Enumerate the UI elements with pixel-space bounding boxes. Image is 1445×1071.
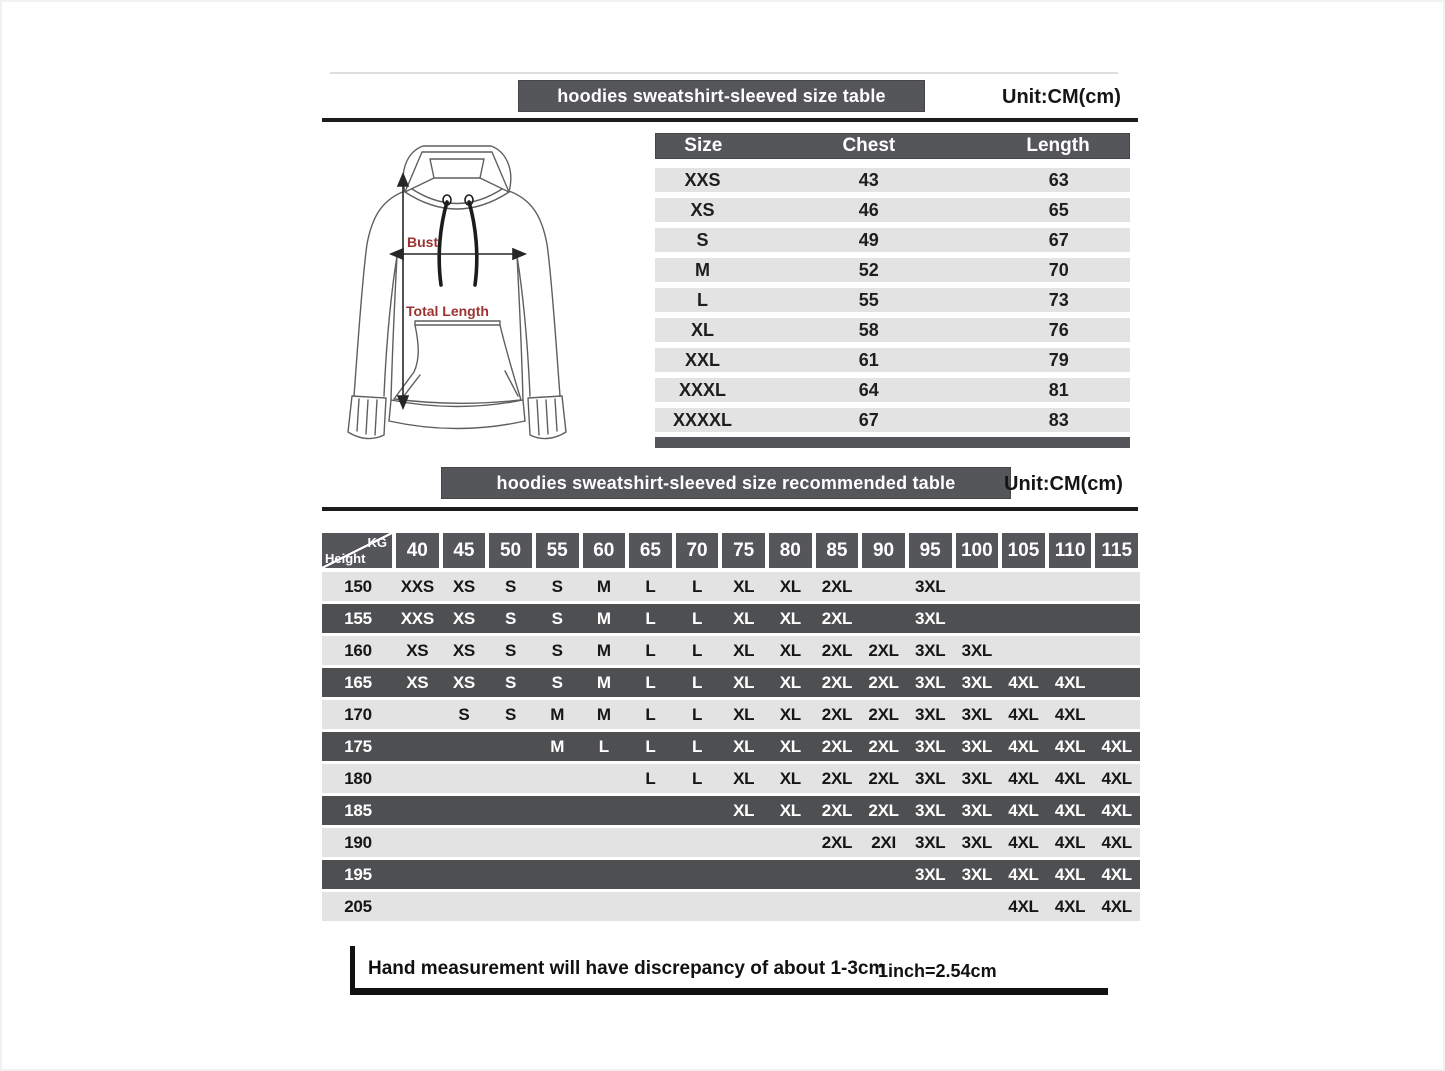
height-row bbox=[322, 732, 1140, 761]
recommended-size-cell bbox=[1093, 668, 1140, 697]
weight-header-cell: 45 bbox=[443, 533, 486, 568]
recommended-size-cell bbox=[1000, 604, 1047, 633]
recommended-size-cell bbox=[767, 892, 814, 921]
recommended-size-cell: XL bbox=[779, 768, 801, 788]
recommended-size-cell: 2XL bbox=[821, 800, 853, 820]
divider-1 bbox=[322, 118, 1138, 122]
recommended-size-cell: 2XL bbox=[868, 768, 899, 788]
recommended-size-cell: XL bbox=[733, 800, 755, 820]
recommended-size-cell: 4XL bbox=[1101, 832, 1132, 852]
recommended-size-cell: M bbox=[596, 672, 611, 692]
height-row bbox=[322, 668, 1140, 697]
recommended-size-cell: 4XL bbox=[1054, 704, 1086, 724]
recommended-size-cell bbox=[814, 892, 861, 921]
size-table-row bbox=[655, 258, 1130, 282]
recommended-size-cell: XS bbox=[406, 672, 429, 692]
measurement-discrepancy-note: Hand measurement will have discrepancy of about 1-3cm bbox=[368, 958, 886, 979]
footer-underline bbox=[350, 988, 1108, 995]
recommended-size-cell: 4XL bbox=[1008, 800, 1039, 820]
recommended-size-cell: S bbox=[458, 704, 470, 724]
recommended-size-cell bbox=[1000, 636, 1047, 665]
recommended-size-cell: L bbox=[645, 608, 656, 628]
height-label: 180 bbox=[344, 768, 372, 788]
recommended-size-cell: 4XL bbox=[1101, 768, 1132, 788]
recommended-size-cell: 4XL bbox=[1101, 864, 1132, 884]
recommended-size-cell: 3XL bbox=[961, 832, 992, 852]
weight-header-cell: 50 bbox=[489, 533, 532, 568]
recommended-size-cell: 3XL bbox=[915, 672, 946, 692]
recommended-size-cell: XS bbox=[452, 608, 475, 628]
size-table-cell-length: 70 bbox=[1048, 259, 1069, 280]
size-table-row bbox=[655, 408, 1130, 432]
weight-header-cell: 100 bbox=[956, 533, 999, 568]
recommended-size-cell: L bbox=[692, 704, 703, 724]
recommended-size-cell: L bbox=[645, 640, 656, 660]
weight-header-cell: 85 bbox=[816, 533, 859, 568]
recommended-size-cell: 3XL bbox=[961, 768, 992, 788]
recommended-size-cell bbox=[487, 892, 534, 921]
size-table-cell-size: XL bbox=[690, 319, 714, 340]
recommended-size-cell: S bbox=[505, 576, 517, 596]
recommended-size-cell: S bbox=[551, 640, 563, 660]
recommended-size-cell: XL bbox=[733, 640, 755, 660]
corner-height-label: Height bbox=[325, 551, 366, 566]
recommended-size-cell: 4XL bbox=[1054, 832, 1086, 852]
size-table-body bbox=[655, 168, 1130, 432]
recommended-size-cell: 2XL bbox=[821, 832, 853, 852]
recommended-size-cell bbox=[907, 892, 954, 921]
recommended-size-cell bbox=[954, 572, 1001, 601]
recommended-size-cell: M bbox=[596, 640, 611, 660]
recommended-size-cell: XL bbox=[733, 768, 755, 788]
recommended-size-cell bbox=[1093, 636, 1140, 665]
column-header-size: Size bbox=[684, 135, 723, 156]
recommended-size-cell: 3XL bbox=[961, 864, 992, 884]
pocket-top bbox=[415, 321, 500, 325]
height-label: 155 bbox=[344, 608, 372, 628]
recommended-size-cell: S bbox=[505, 704, 517, 724]
size-table-row bbox=[655, 168, 1130, 192]
size-table-row bbox=[655, 288, 1130, 312]
recommended-size-cell bbox=[1093, 604, 1140, 633]
recommended-size-cell bbox=[674, 828, 721, 857]
height-row bbox=[322, 764, 1140, 793]
recommended-size-cell bbox=[534, 796, 581, 825]
recommended-size-cell: 4XL bbox=[1101, 736, 1132, 756]
inch-conversion-note: 1inch=2.54cm bbox=[878, 961, 997, 981]
recommended-size-cell: 2XL bbox=[868, 736, 899, 756]
size-table-cell-size: M bbox=[695, 259, 710, 280]
recommended-size-cell: 3XL bbox=[915, 832, 946, 852]
weight-header-cell: 40 bbox=[396, 533, 439, 568]
size-table-cell-length: 65 bbox=[1048, 199, 1069, 220]
weight-header-cell: 110 bbox=[1049, 533, 1092, 568]
height-row bbox=[322, 700, 1140, 729]
recommended-size-cell: 2XL bbox=[868, 672, 899, 692]
recommended-size-cell: XL bbox=[779, 576, 801, 596]
size-table-cell-size: S bbox=[696, 229, 709, 250]
height-row bbox=[322, 892, 1140, 921]
recommended-size-cell: XXS bbox=[400, 576, 434, 596]
recommended-size-cell: 4XL bbox=[1008, 704, 1039, 724]
recommended-size-cell: 3XL bbox=[915, 608, 946, 628]
recommended-size-cell bbox=[487, 732, 534, 761]
recommended-size-cell: 4XL bbox=[1008, 672, 1039, 692]
recommended-size-cell bbox=[1093, 700, 1140, 729]
recommended-size-cell: L bbox=[692, 576, 703, 596]
recommended-size-cell: 3XL bbox=[961, 640, 992, 660]
size-table-cell-length: 67 bbox=[1048, 229, 1069, 250]
recommended-size-cell: 4XL bbox=[1008, 736, 1039, 756]
recommended-size-cell bbox=[1047, 636, 1094, 665]
corner-kg-label: KG bbox=[367, 535, 387, 550]
height-label: 175 bbox=[344, 736, 372, 756]
recommended-size-cell bbox=[814, 860, 861, 889]
size-table-cell-chest: 43 bbox=[858, 169, 879, 190]
recommended-size-cell: XL bbox=[779, 608, 801, 628]
recommended-size-cell bbox=[581, 892, 628, 921]
recommended-size-cell bbox=[441, 828, 488, 857]
recommended-size-cell: XL bbox=[779, 704, 801, 724]
weight-header-cell: 80 bbox=[769, 533, 812, 568]
weight-header-cell: 65 bbox=[629, 533, 672, 568]
recommended-size-cell: XXS bbox=[400, 608, 434, 628]
size-table-cell-chest: 67 bbox=[858, 409, 879, 430]
recommended-size-cell bbox=[487, 796, 534, 825]
faint-divider bbox=[330, 72, 1118, 74]
size-table bbox=[655, 133, 1130, 448]
recommended-size-cell bbox=[627, 796, 674, 825]
recommended-size-cell bbox=[581, 860, 628, 889]
weight-header-cell: 115 bbox=[1095, 533, 1138, 568]
unit-label-1: Unit:CM(cm) bbox=[1002, 86, 1121, 108]
recommended-size-cell bbox=[487, 764, 534, 793]
recommended-size-cell: 3XL bbox=[915, 736, 946, 756]
size-table-cell-size: XS bbox=[690, 199, 715, 220]
recommended-size-cell: M bbox=[550, 704, 565, 724]
height-row bbox=[322, 604, 1140, 633]
drawstrings bbox=[439, 202, 477, 285]
recommended-size-cell: S bbox=[551, 576, 563, 596]
recommended-size-cell bbox=[627, 828, 674, 857]
divider-2 bbox=[322, 507, 1138, 511]
height-label: 170 bbox=[344, 704, 372, 724]
recommended-size-cell bbox=[581, 764, 628, 793]
recommended-size-cell bbox=[860, 860, 907, 889]
recommended-size-cell bbox=[1093, 572, 1140, 601]
recommended-size-cell: XL bbox=[733, 672, 755, 692]
size-table-cell-length: 81 bbox=[1048, 379, 1069, 400]
recommended-size-cell bbox=[720, 828, 767, 857]
recommended-size-cell bbox=[767, 828, 814, 857]
recommended-size-cell: XL bbox=[733, 736, 755, 756]
size-table-cell-size: XXXL bbox=[678, 379, 726, 400]
size-table-cell-chest: 58 bbox=[858, 319, 879, 340]
recommended-size-cell: 4XL bbox=[1008, 896, 1039, 916]
size-table-cell-length: 63 bbox=[1048, 169, 1069, 190]
size-table-row bbox=[655, 228, 1130, 252]
recommended-size-cell: L bbox=[598, 736, 609, 756]
recommended-size-cell: 3XL bbox=[915, 800, 946, 820]
recommended-size-cell: 3XL bbox=[915, 768, 946, 788]
column-header-length: Length bbox=[1026, 135, 1090, 156]
recommended-size-cell bbox=[394, 860, 441, 889]
size-table-title: hoodies sweatshirt-sleeved size table bbox=[518, 80, 925, 112]
height-row bbox=[322, 572, 1140, 601]
size-table-cell-chest: 55 bbox=[858, 289, 879, 310]
recommended-size-cell bbox=[534, 860, 581, 889]
recommended-size-cell bbox=[674, 892, 721, 921]
recommended-size-cell bbox=[1047, 604, 1094, 633]
size-table-cell-size: XXXXL bbox=[672, 409, 733, 430]
height-row bbox=[322, 860, 1140, 889]
recommended-size-cell: 4XL bbox=[1008, 768, 1039, 788]
recommended-size-cell: S bbox=[505, 640, 517, 660]
recommended-size-cell: 4XL bbox=[1101, 896, 1132, 916]
size-table-cell-length: 73 bbox=[1048, 289, 1069, 310]
size-table-cell-chest: 61 bbox=[858, 349, 879, 370]
recommended-size-cell bbox=[394, 892, 441, 921]
recommended-size-cell bbox=[581, 828, 628, 857]
recommended-table bbox=[322, 533, 1140, 924]
size-table-cell-length: 83 bbox=[1048, 409, 1069, 430]
recommended-size-cell: 4XL bbox=[1054, 896, 1086, 916]
weight-header-cell: 105 bbox=[1002, 533, 1045, 568]
size-table-cell-length: 79 bbox=[1048, 349, 1069, 370]
recommended-size-cell bbox=[860, 572, 907, 601]
recommended-size-cell: M bbox=[550, 736, 565, 756]
recommended-size-cell: L bbox=[645, 672, 656, 692]
recommended-size-cell: 3XL bbox=[915, 640, 946, 660]
height-label: 150 bbox=[344, 576, 372, 596]
unit-label-2: Unit:CM(cm) bbox=[1004, 473, 1123, 495]
recommended-size-cell: 2XI bbox=[871, 832, 896, 852]
bust-arrow bbox=[391, 249, 525, 259]
size-table-cell-length: 76 bbox=[1048, 319, 1069, 340]
recommended-size-cell: L bbox=[692, 672, 703, 692]
recommended-size-cell bbox=[487, 828, 534, 857]
recommended-size-cell: XL bbox=[779, 640, 801, 660]
recommended-size-cell: 3XL bbox=[961, 704, 992, 724]
recommended-size-cell: 4XL bbox=[1008, 864, 1039, 884]
recommended-size-cell bbox=[441, 764, 488, 793]
recommended-size-cell bbox=[441, 796, 488, 825]
recommended-size-cell: 2XL bbox=[821, 640, 853, 660]
recommended-size-cell: L bbox=[692, 608, 703, 628]
height-label: 185 bbox=[344, 800, 372, 820]
recommended-size-cell: 2XL bbox=[821, 736, 853, 756]
recommended-size-cell bbox=[767, 860, 814, 889]
recommended-size-cell: L bbox=[645, 768, 656, 788]
recommended-size-cell: XS bbox=[452, 640, 475, 660]
size-table-row bbox=[655, 348, 1130, 372]
bust-label: Bust bbox=[407, 234, 439, 250]
recommended-size-cell: 2XL bbox=[821, 608, 853, 628]
hoodie-measurement-diagram bbox=[335, 128, 607, 460]
recommended-size-cell bbox=[441, 860, 488, 889]
recommended-size-cell: XS bbox=[452, 576, 475, 596]
recommended-size-cell: XS bbox=[452, 672, 475, 692]
total-length-arrow bbox=[398, 174, 408, 408]
recommended-size-cell: 4XL bbox=[1054, 736, 1086, 756]
recommended-table-title: hoodies sweatshirt-sleeved size recommended table bbox=[441, 467, 1011, 499]
recommended-size-cell bbox=[581, 796, 628, 825]
recommended-size-cell: M bbox=[596, 608, 611, 628]
height-label: 195 bbox=[344, 864, 372, 884]
size-table-cell-chest: 64 bbox=[858, 379, 879, 400]
recommended-size-cell: L bbox=[692, 768, 703, 788]
height-label: 165 bbox=[344, 672, 372, 692]
recommended-size-cell: M bbox=[596, 576, 611, 596]
weight-header-cell: 70 bbox=[676, 533, 719, 568]
recommended-size-cell: 2XL bbox=[868, 640, 899, 660]
recommended-size-cell: 2XL bbox=[821, 704, 853, 724]
total-length-label: Total Length bbox=[406, 303, 489, 319]
height-row bbox=[322, 828, 1140, 857]
size-table-row bbox=[655, 318, 1130, 342]
weight-header-cell: 95 bbox=[909, 533, 952, 568]
recommended-size-cell bbox=[1047, 572, 1094, 601]
recommended-size-cell: 3XL bbox=[915, 864, 946, 884]
recommended-size-cell: 3XL bbox=[961, 736, 992, 756]
recommended-size-cell bbox=[954, 604, 1001, 633]
height-label: 190 bbox=[344, 832, 372, 852]
size-table-header bbox=[655, 133, 1130, 159]
recommended-size-cell bbox=[534, 892, 581, 921]
size-table-row bbox=[655, 198, 1130, 222]
recommended-size-cell bbox=[627, 892, 674, 921]
recommended-size-cell bbox=[674, 796, 721, 825]
recommended-size-cell: 4XL bbox=[1008, 832, 1039, 852]
recommended-size-cell: XL bbox=[779, 672, 801, 692]
recommended-size-cell bbox=[720, 860, 767, 889]
recommended-size-cell: XS bbox=[406, 640, 429, 660]
height-row bbox=[322, 796, 1140, 825]
recommended-size-cell bbox=[394, 700, 441, 729]
recommended-size-cell: 4XL bbox=[1054, 864, 1086, 884]
recommended-size-cell bbox=[394, 764, 441, 793]
recommended-size-cell: XL bbox=[779, 800, 801, 820]
size-table-cell-size: L bbox=[697, 289, 708, 310]
height-row bbox=[322, 636, 1140, 665]
recommended-size-cell bbox=[441, 732, 488, 761]
recommended-size-cell: L bbox=[692, 640, 703, 660]
height-label: 160 bbox=[344, 640, 372, 660]
kg-height-corner-cell bbox=[322, 533, 392, 568]
recommended-size-cell bbox=[954, 892, 1001, 921]
recommended-table-body bbox=[322, 572, 1140, 921]
weight-header-cell: 75 bbox=[722, 533, 765, 568]
recommended-size-cell: 4XL bbox=[1101, 800, 1132, 820]
recommended-size-cell: 2XL bbox=[821, 672, 853, 692]
recommended-size-cell bbox=[394, 796, 441, 825]
recommended-size-cell: 2XL bbox=[868, 800, 899, 820]
size-table-footer-bar bbox=[655, 437, 1130, 448]
recommended-size-cell bbox=[394, 732, 441, 761]
weight-header-cell: 60 bbox=[583, 533, 626, 568]
recommended-size-cell: 3XL bbox=[961, 800, 992, 820]
recommended-size-cell: L bbox=[645, 736, 656, 756]
size-table-cell-chest: 52 bbox=[858, 259, 879, 280]
recommended-size-cell: L bbox=[645, 576, 656, 596]
recommended-size-cell bbox=[674, 860, 721, 889]
recommended-size-cell: S bbox=[505, 608, 517, 628]
height-label: 205 bbox=[344, 896, 372, 916]
size-table-cell-chest: 46 bbox=[858, 199, 879, 220]
size-table-cell-chest: 49 bbox=[858, 229, 879, 250]
recommended-size-cell: XL bbox=[733, 608, 755, 628]
recommended-size-cell: S bbox=[505, 672, 517, 692]
recommended-size-cell bbox=[860, 604, 907, 633]
recommended-size-cell: 4XL bbox=[1054, 768, 1086, 788]
recommended-size-cell: 2XL bbox=[821, 576, 853, 596]
recommended-size-cell: 2XL bbox=[868, 704, 899, 724]
recommended-table-header bbox=[322, 533, 1140, 568]
size-table-cell-size: XXS bbox=[684, 169, 721, 190]
recommended-size-cell bbox=[1000, 572, 1047, 601]
column-header-chest: Chest bbox=[842, 135, 896, 156]
size-table-cell-size: XXL bbox=[684, 349, 720, 370]
recommended-size-cell bbox=[720, 892, 767, 921]
recommended-size-cell: S bbox=[551, 608, 563, 628]
recommended-size-cell: M bbox=[596, 704, 611, 724]
recommended-size-cell: 3XL bbox=[961, 672, 992, 692]
recommended-size-cell: S bbox=[551, 672, 563, 692]
recommended-size-cell: 4XL bbox=[1054, 672, 1086, 692]
recommended-size-cell: 2XL bbox=[821, 768, 853, 788]
recommended-size-cell: XL bbox=[779, 736, 801, 756]
recommended-size-cell: 4XL bbox=[1054, 800, 1086, 820]
weight-header-cell: 55 bbox=[536, 533, 579, 568]
recommended-size-cell bbox=[394, 828, 441, 857]
recommended-size-cell: XL bbox=[733, 576, 755, 596]
recommended-size-cell bbox=[534, 764, 581, 793]
footer-corner-tick bbox=[350, 946, 355, 990]
recommended-size-cell bbox=[627, 860, 674, 889]
recommended-size-cell: 3XL bbox=[915, 576, 946, 596]
recommended-size-cell: XL bbox=[733, 704, 755, 724]
recommended-size-cell bbox=[441, 892, 488, 921]
recommended-size-cell bbox=[860, 892, 907, 921]
recommended-size-cell: L bbox=[645, 704, 656, 724]
recommended-size-cell bbox=[487, 860, 534, 889]
size-table-row bbox=[655, 378, 1130, 402]
recommended-size-cell bbox=[534, 828, 581, 857]
recommended-size-cell: 3XL bbox=[915, 704, 946, 724]
recommended-size-cell: L bbox=[692, 736, 703, 756]
weight-header-cell: 90 bbox=[862, 533, 905, 568]
